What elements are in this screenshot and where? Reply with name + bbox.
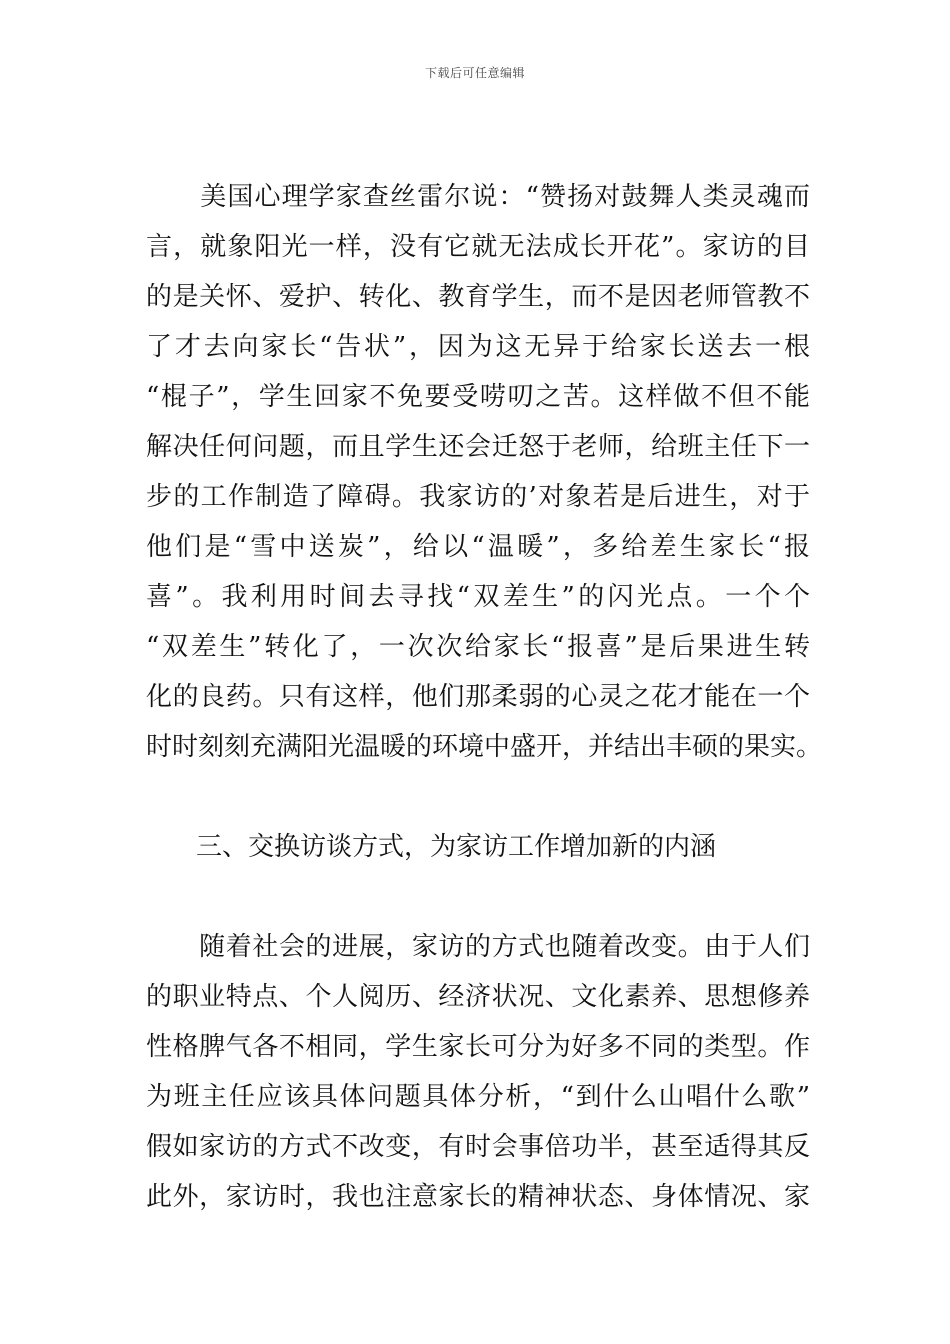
paragraph-line: “双差生”转化了，一次次给家长“报喜”是后果进生转 (146, 632, 810, 662)
paragraph-line: 解决任何问题，而且学生还会迁怒于老师，给班主任下一 (146, 432, 810, 462)
paragraph-line: 的职业特点、个人阅历、经济状况、文化素养、思想修养 (146, 982, 810, 1012)
paragraph-line: 美国心理学家查丝雷尔说：“赞扬对鼓舞人类灵魂而 (146, 182, 810, 212)
paragraph-line: 随着社会的进展，家访的方式也随着改变。由于人们 (146, 932, 810, 962)
paragraph-line: 假如家访的方式不改变，有时会事倍功半，甚至适得其反 (146, 1132, 810, 1162)
page-header-watermark: 下载后可任意编辑 (424, 66, 525, 80)
paragraph-line: 为班主任应该具体问题具体分析，“到什么山唱什么歌” (146, 1082, 810, 1112)
paragraph-praise-home-visit (146, 172, 823, 772)
paragraph-line: 化的良药。只有这样，他们那柔弱的心灵之花才能在一个 (146, 682, 810, 712)
paragraph-line: 他们是“雪中送炭”，给以“温暖”，多给差生家长“报 (146, 532, 810, 562)
section-heading: 三、交换访谈方式，为家访工作增加新的内涵 (196, 832, 717, 862)
paragraph-line: 的是关怀、爱护、转化、教育学生，而不是因老师管教不 (146, 282, 810, 312)
paragraph-line: 喜”。我利用时间去寻找“双差生”的闪光点。一个个 (146, 582, 810, 612)
paragraph-line: 言，就象阳光一样，没有它就无法成长开花”。家访的目 (146, 232, 810, 262)
paragraph-line: 此外，家访时，我也注意家长的精神状态、身体情况、家 (146, 1182, 810, 1212)
paragraph-line: “棍子”，学生回家不免要受唠叨之苦。这样做不但不能 (146, 382, 810, 412)
paragraph-line: 步的工作制造了障碍。我家访的’对象若是后进生，对于 (146, 482, 810, 512)
paragraph-line: 性格脾气各不相同，学生家长可分为好多不同的类型。作 (146, 1032, 810, 1062)
paragraph-line: 时时刻刻充满阳光温暖的环境中盛开，并结出丰硕的果实。 (146, 732, 823, 762)
paragraph-visit-methods (146, 922, 810, 1222)
paragraph-line: 了才去向家长“告状”，因为这无异于给家长送去一根 (146, 332, 810, 362)
